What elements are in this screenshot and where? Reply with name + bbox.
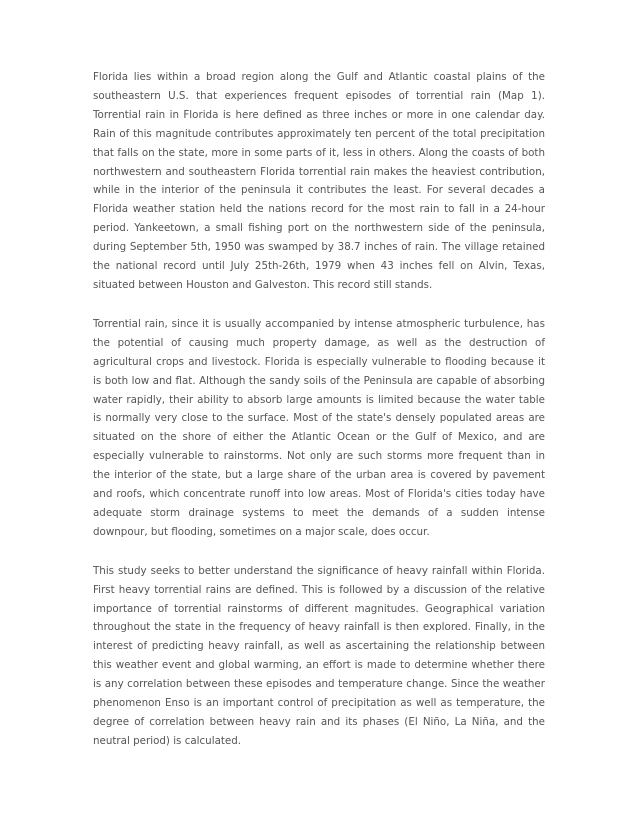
document-body bbox=[93, 68, 545, 771]
paragraph-flooding: Torrential rain, since it is usually accompanied by intense atmospheric turbulence, has the potential of causing much property damage, as well as the destruction of agricultural crops and livestock. Florida is especially vulnerable to flooding because it is both low and flat. Although the sandy soils of the Peninsula are capable of absorbing water rapidly, their ability to absorb large amounts is limited because the water table is normally very close to the surface. Most of the state's densely populated areas are situated on the shore of either the Atlantic Ocean or the Gulf of Mexico, and are especially vulnerable to rainstorms. Not only are such storms more frequent than in the interior of the state, but a large share of the urban area is covered by pavement and roofs, which concentrate runoff into low areas. Most of Florida's cities today have adequate storm drainage systems to meet the demands of a sudden intense downpour, but flooding, sometimes on a major scale, does occur. bbox=[93, 317, 545, 538]
paragraph-introduction: Florida lies within a broad region along the Gulf and Atlantic coastal plains of the southeastern U.S. that experiences frequent episodes of torrential rain (Map 1). Torrential rain in Florida is here defined as three inches or more in one calendar day. Rain of this magnitude contributes approximately ten percent of the total precipitation that falls on the state, more in some parts of it, less in others. Along the coasts of both northwestern and southeastern Florida torrential rain makes the heaviest contribution, while in the interior of the peninsula it contributes the least. For several decades a Florida weather station held the nations record for the most rain to fall in a 24-hour period. Yankeetown, a small fishing port on the northwestern side of the peninsula, during September 5th, 1950 was swamped by 38.7 inches of rain. The village retained the national record until July 25th-26th, 1979 when 43 inches fell on Alvin, Texas, situated between Houston and Galveston. This record still stands. bbox=[93, 71, 545, 291]
paragraph-study-purpose: This study seeks to better understand the significance of heavy rainfall within Florida. First heavy torrential rains are defined. This is followed by a discussion of the relative importance of torrential rainstorms of different magnitudes. Geographical variation throughout the state in the frequency of heavy rainfall is then explored. Finally, in the interest of predicting heavy rainfall, as well as ascertaining the relationship between this weather event and global warming, an effort is made to determine whether there is any correlation between these episodes and temperature change. Since the weather phenomenon Enso is an important control of precipitation as well as temperature, the degree of correlation between heavy rain and its phases (El Niño, La Niña, and the neutral period) is calculated. bbox=[93, 564, 545, 747]
